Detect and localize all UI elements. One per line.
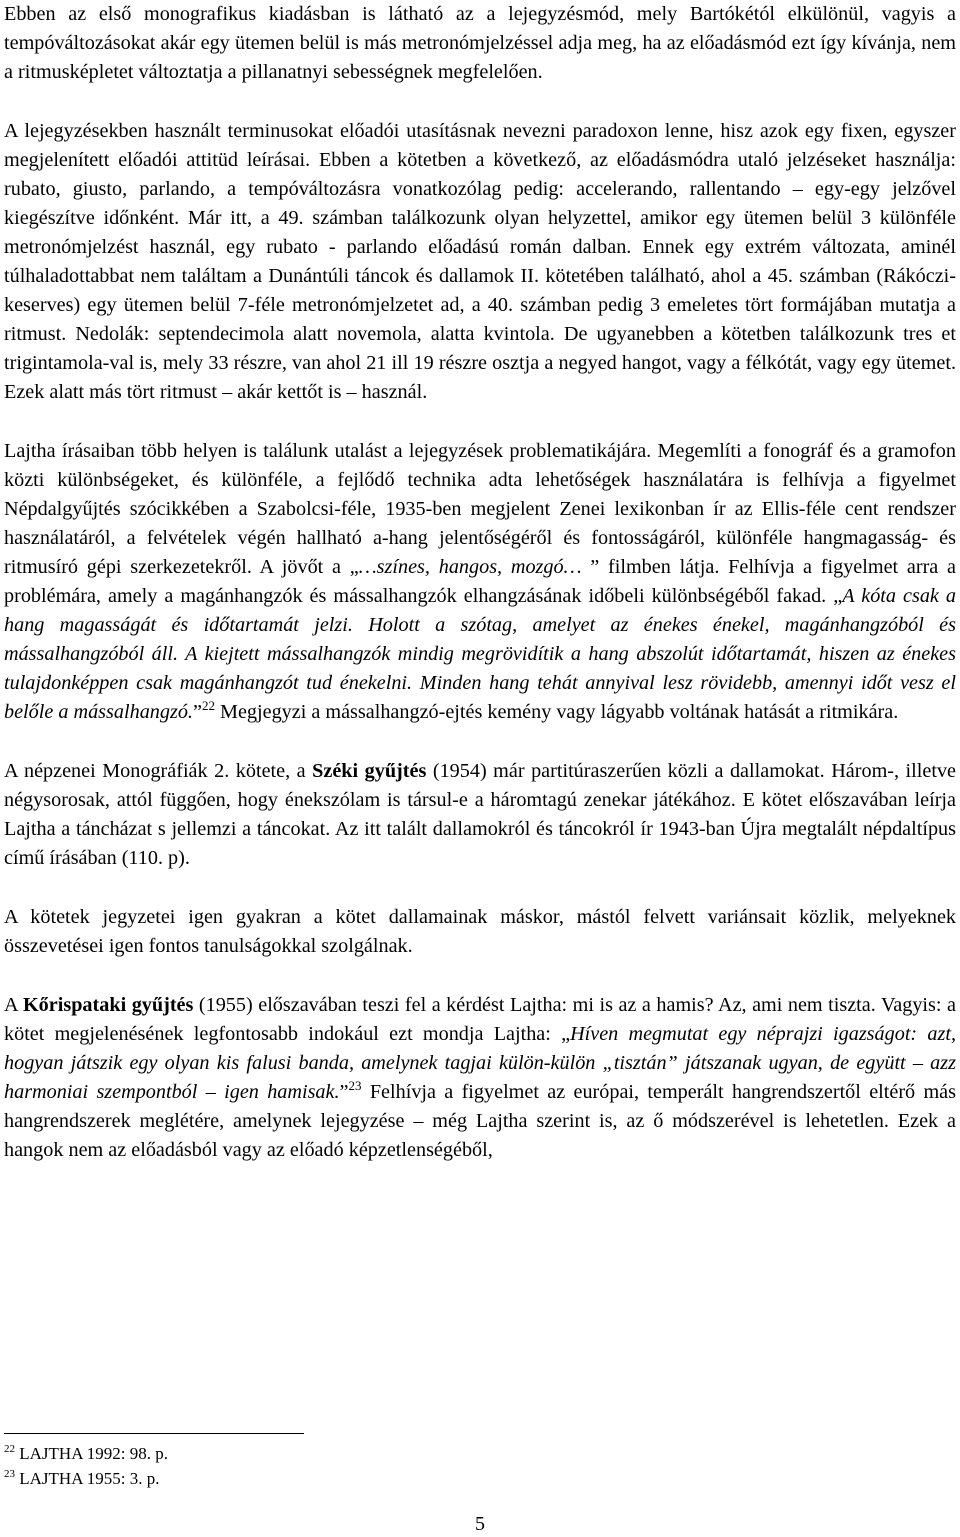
bold-title: Széki gyűjtés (312, 760, 427, 782)
text-run: A (4, 994, 23, 1016)
paragraph (4, 437, 956, 727)
footnote-reference: 22 (201, 698, 215, 713)
footnote (4, 1441, 168, 1466)
footnote-number: 22 (4, 1443, 15, 1455)
text-run: (1954) már partitúraszerűen közli a dallamokat. Három-, illetve négysorosak, attól függően, hogy énekszólam is társul-e a háromtagú zenekar játékához. E kötet előszavában leírja Lajtha a táncházat s jellemzi a táncokat. Az itt talált dallamokról és táncokról ír 1943-ban Újra megtalált népdaltípus című írásában (110. p). (4, 760, 956, 869)
bold-title: Kőrispataki gyűjtés (22, 994, 194, 1016)
italic-quote: A kóta csak a hang magasságát és időtartamát jelzi. Holott a szótag, amelyet az énekes énekel, magánhangzóból és mássalhangzóból áll. A kiejtett mássalhangzók mindig megrövidítik a hang abszolút időtartamát, hiszen az énekes tulajdonképpen csak magánhangzót tud énekelni. Minden hang tehát annyival lesz rövidebb, amennyi időt vesz el belőle a mássalhangzó. (4, 585, 957, 723)
paragraph (4, 903, 956, 961)
paragraph (4, 0, 956, 87)
text-run: A lejegyzésekben használt terminusokat előadói utasításnak nevezni paradoxon lenne, hisz azok egy fixen, egyszer megjelenített előadói attitüd leírásai. Ebben a kötetben a következő, az előadásmódra utaló jelzéseket használja: rubato, giusto, parlando, a tempóváltozásra vonatkozólag pedig: accelerando, rallentando – egy-egy jelzővel kiegészítve időnként. Már itt, a 49. számban találkozunk olyan helyzettel, amikor egy ütemen belül 3 különféle metronómjelzést használ, egy rubato - parlando előadású román dalban. Ennek egy extrém változata, aminél túlhaladottabbat nem találtam a Dunántúli táncok és dallamok II. kötetében található, ahol a 45. számban (Rákóczi-keserves) egy ütemen belül 7-féle metronómjelzetet ad, a 40. számban pedig 3 emeletes tört formájában mutatja a ritmust. Nedolák: septendecimola alatt novemola, alatta kvintola. De ugyanebben a kötetben találkozunk tres et trigintamola-val is, mely 33 részre, van ahol 21 ill 19 részre osztja a negyed hangot, vagy a félkótát, vagy egy ütemet. Ezek alatt más tört ritmust – akár kettőt is – használ. (4, 120, 956, 403)
text-run: ” (192, 701, 202, 723)
text-run: (1955) előszavában teszi fel a kérdést Lajtha: mi is az a hamis? Az, ami nem tiszta. Vagyis: a kötet megjelenésének legfontosabb indokául ezt mondja Lajtha: „ (4, 994, 956, 1045)
text-run: Ebben az első monografikus kiadásban is látható az a lejegyzésmód, mely Bartókétól elkülönül, vagyis a tempóváltozásokat akár egy ütemen belül is más metronómjelzéssel adja meg, ha az előadásmód ezt így kívánja, nem a ritmusképletet változtatja a pillanatnyi sebességnek megfelelően. (4, 3, 956, 83)
footnote-text: LAJTHA 1992: 98. p. (19, 1444, 168, 1463)
text-run: Felhívja a figyelmet az európai, temperált hangrendszertől eltérő más hangrendszerek meglétére, amelynek lejegyzése – még Lajtha szerint is, az ő módszerével is lehetetlen. Ezek a hangok nem az előadásból vagy az előadó képzetlenségéből, (4, 1081, 956, 1161)
text-run: A népzenei Monográfiák 2. kötete, a (4, 760, 313, 782)
text-run: Megjegyzi a mássalhangzó-ejtés kemény vagy lágyabb voltának hatását a ritmikára. (214, 701, 899, 723)
page-number: 5 (475, 1513, 485, 1535)
footnotes (4, 1441, 168, 1491)
footnote (4, 1466, 168, 1491)
footnote-reference: 23 (348, 1078, 362, 1093)
italic-quote: Híven megmutat egy néprajzi igazságot: azt, hogyan játszik egy olyan kis falusi banda, amelynek tagjai külön-külön „tisztán” játszanak ugyan, de együtt – azz harmoniai szempontból – igen hamisak. (4, 1023, 956, 1103)
text-run: ” (339, 1081, 349, 1103)
text-run: A kötetek jegyzetei igen gyakran a kötet dallamainak máskor, mástól felvett variánsait közlik, melyeknek összevetései igen fontos tanulságokkal szolgálnak. (4, 906, 956, 957)
paragraph (4, 757, 956, 873)
footnote-separator (4, 1433, 304, 1434)
paragraph (4, 991, 956, 1165)
paragraph (4, 117, 956, 407)
italic-quote: …színes, hangos, mozgó… (358, 556, 582, 578)
text-run: ” filmben látja. Felhívja a figyelmet arra a problémára, amely a magánhangzók és mássalhangzók elhangzásának időbeli különbségéből fakad. „ (4, 556, 956, 607)
text-run: Lajtha írásaiban több helyen is találunk utalást a lejegyzések problematikájára. Megemlíti a fonográf és a gramofon közti különbségeket, és különféle, a fejlődő technika adta lehetőségek használatára is felhívja a figyelmet Népdalgyűjtés szócikkében a Szabolcsi-féle, 1935-ben megjelent Zenei lexikonban ír az Ellis-féle cent rendszer használatáról, a felvételek végén hallható a-hang jelentőségéről és fontosságáról, különféle hangmagasság- és ritmusíró gépi szerkezetekről. A jövőt a „ (4, 440, 956, 578)
footnote-number: 23 (4, 1468, 15, 1480)
footnote-text: LAJTHA 1955: 3. p. (19, 1469, 160, 1488)
